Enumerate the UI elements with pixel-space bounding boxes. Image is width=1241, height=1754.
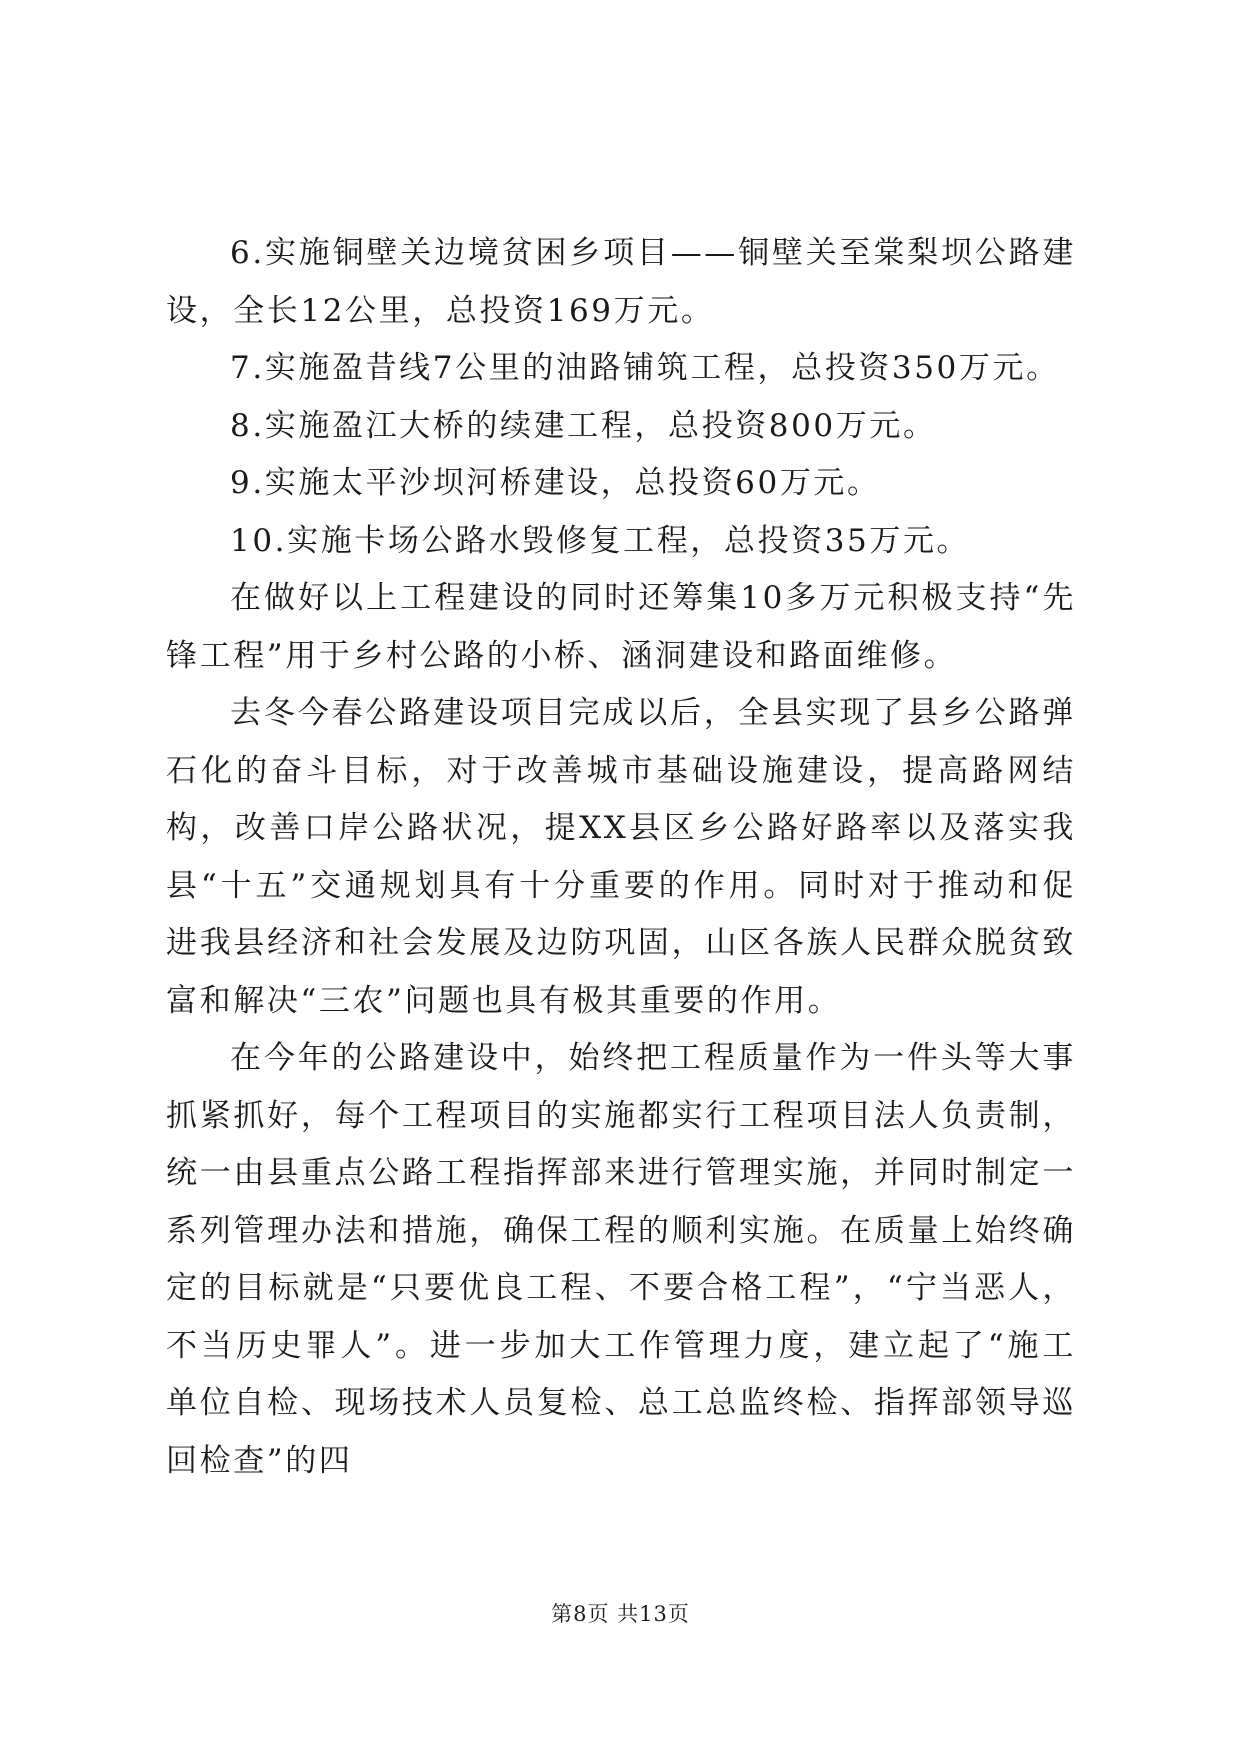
body-text	[166, 225, 1076, 1490]
paragraph-item-8: 8.实施盈江大桥的续建工程，总投资800万元。	[230, 407, 937, 444]
page-number-footer: 第8页 共13页	[551, 1602, 690, 1626]
paragraph-item-7: 7.实施盈昔线7公里的油路铺筑工程，总投资350万元。	[230, 350, 1060, 386]
paragraph-item-9: 9.实施太平沙坝河桥建设，总投资60万元。	[230, 465, 881, 501]
paragraph-significance: 去冬今春公路建设项目完成以后，全县实现了县乡公路弹石化的奋斗目标，对于改善城市基础设施建设，提高路网结构，改善口岸公路状况，提XX县区乡公路好路率以及落实我县“十五”交通规划具有十分重要的作用。同时对于推动和促进我县经济和社会发展及边防巩固，山区各族人民群众脱贫致富和解决“三农”问题也具有极其重要的作用。	[166, 695, 1076, 1019]
paragraph-item-6: 6.实施铜壁关边境贫困乡项目——铜壁关至棠梨坝公路建设，全长12公里，总投资169万元。	[166, 235, 1076, 329]
paragraph-quality: 在今年的公路建设中，始终把工程质量作为一件头等大事抓紧抓好，每个工程项目的实施都实行工程项目法人负责制，统一由县重点公路工程指挥部来进行管理实施，并同时制定一系列管理办法和措施，确保工程的顺利实施。在质量上始终确定的目标就是“只要优良工程、不要合格工程”，“宁当恶人，不当历史罪人”。进一步加大工作管理力度，建立起了“施工单位自检、现场技术人员复检、总工总监终检、指挥部领导巡回检查”的四	[166, 1040, 1076, 1479]
paragraph-funding: 在做好以上工程建设的同时还筹集10多万元积极支持“先锋工程”用于乡村公路的小桥、涵洞建设和路面维修。	[166, 580, 1076, 674]
paragraph-item-10: 10.实施卡场公路水毁修复工程，总投资35万元。	[230, 522, 971, 559]
